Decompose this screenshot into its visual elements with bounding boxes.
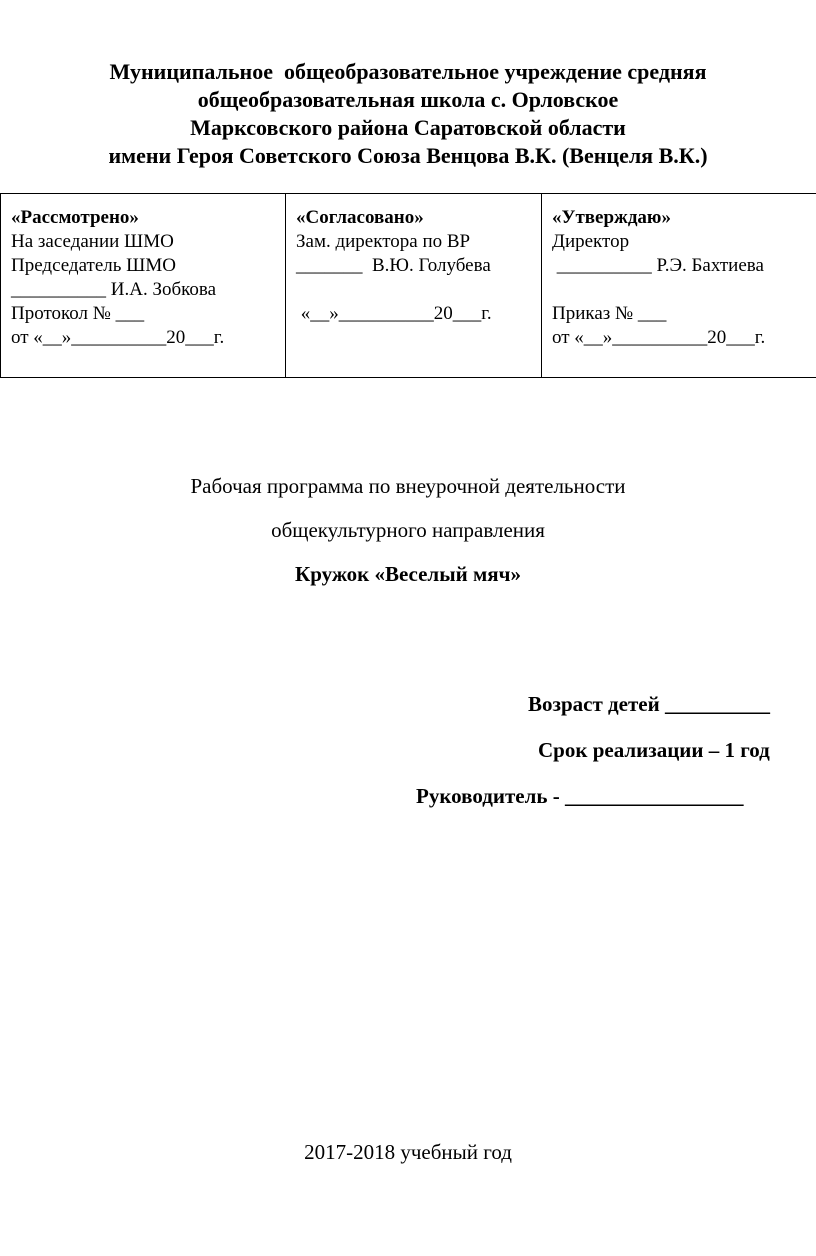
reviewed-line: от «__»__________20___г. — [11, 327, 225, 348]
school-header — [0, 58, 816, 170]
reviewed-line: Председатель ШМО — [11, 255, 176, 276]
implementation-term: Срок реализации – 1 год — [538, 738, 770, 762]
approval-table — [0, 193, 816, 378]
approved-line: __________ Р.Э. Бахтиева — [552, 255, 764, 276]
reviewed-line: На заседании ШМО — [11, 231, 174, 252]
approved-line: от «__»__________20___г. — [552, 327, 766, 348]
approval-agreed-cell — [286, 194, 542, 378]
agreed-line: _______ В.Ю. Голубева — [296, 255, 491, 276]
approved-line: Директор — [552, 231, 630, 252]
program-title-line-1: Рабочая программа по внеурочной деятельности — [190, 474, 626, 498]
reviewed-line: Протокол № ___ — [11, 303, 145, 324]
program-title-line-2: общекультурного направления — [271, 518, 545, 542]
header-line-1: Муниципальное общеобразовательное учреждение средняя — [109, 59, 707, 84]
agreed-heading: «Согласовано» — [296, 207, 424, 228]
program-leader: Руководитель - _________________ — [416, 784, 744, 808]
header-line-3: Марксовского района Саратовской области — [190, 115, 626, 140]
agreed-line: «__»__________20___г. — [296, 303, 492, 324]
approval-approved-cell — [542, 194, 816, 378]
academic-year: 2017-2018 учебный год — [304, 1140, 512, 1164]
children-age: Возраст детей __________ — [528, 692, 770, 716]
club-name: Кружок «Веселый мяч» — [295, 562, 521, 586]
reviewed-line: __________ И.А. Зобкова — [11, 279, 217, 300]
header-line-2: общеобразовательная школа с. Орловское — [197, 87, 619, 112]
approval-reviewed-cell — [1, 194, 286, 378]
approved-heading: «Утверждаю» — [552, 207, 671, 228]
agreed-line — [296, 278, 541, 302]
approved-line: Приказ № ___ — [552, 303, 667, 324]
reviewed-heading: «Рассмотрено» — [11, 207, 139, 228]
agreed-line: Зам. директора по ВР — [296, 231, 471, 252]
approved-line — [552, 278, 816, 302]
header-line-4: имени Героя Советского Союза Венцова В.К. (Венцеля В.К.) — [108, 143, 708, 168]
